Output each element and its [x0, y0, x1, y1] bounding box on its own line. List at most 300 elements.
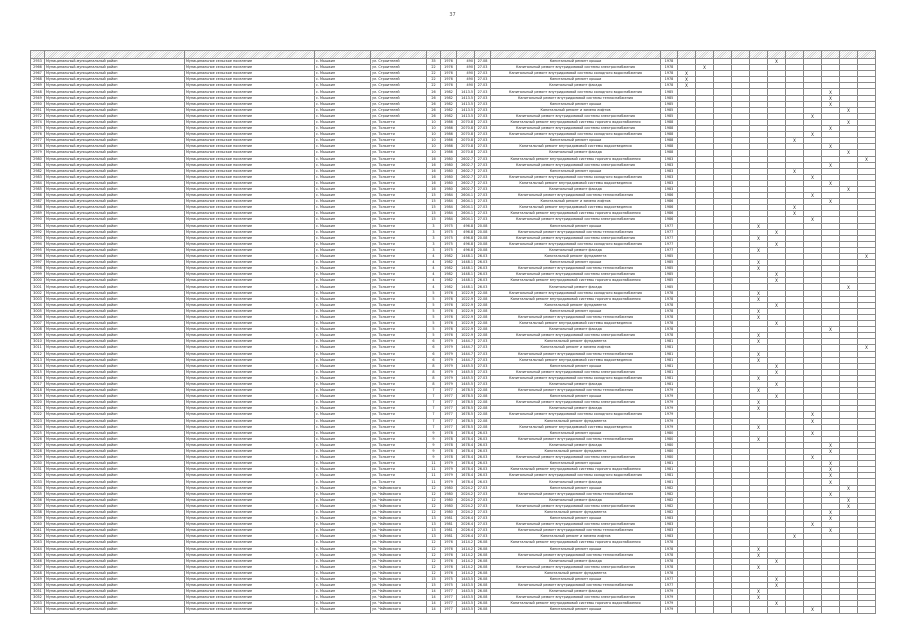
table-cell: 1414.2 — [457, 564, 475, 570]
table-cell: 1981 — [441, 522, 457, 528]
table-cell: с. Мышкин — [315, 247, 371, 253]
table-cell: Муниципальный-муниципальный район — [45, 217, 185, 223]
table-cell: Капитальный ремонт внутридомовой системы горячего водоснабжения — [491, 156, 661, 162]
table-cell: 1022.9 — [457, 327, 475, 333]
table-cell: 2997 — [31, 260, 45, 266]
table-cell: ул. Тольятти — [371, 308, 427, 314]
header-cell — [714, 51, 732, 59]
table-cell: 2602.7 — [457, 174, 475, 180]
table-cell: 1979 — [661, 607, 678, 613]
table-cell: с. Мышкин — [315, 144, 371, 150]
table-cell: Муниципальный-муниципальный район — [45, 223, 185, 229]
table-cell: Капитальный ремонт внутридомовой системы электроснабжения — [491, 455, 661, 461]
table-cell: 27.03 — [475, 101, 491, 107]
table-cell: 22.08 — [475, 424, 491, 430]
table-cell: 13 — [427, 528, 441, 534]
table-cell: Муниципальный-муниципальный район — [45, 479, 185, 485]
table-cell: ул. Тольятти — [371, 132, 427, 138]
table-cell: 2949 — [31, 95, 45, 101]
table-cell: Капитальный ремонт внутридомовой системы электроснабжения — [491, 217, 661, 223]
table-cell: Муниципальный-муниципальный район — [45, 272, 185, 278]
table-cell: ул. Чайковского — [371, 576, 427, 582]
table-cell: 3014 — [31, 363, 45, 369]
table-cell: Муниципальный-муниципальный район — [45, 412, 185, 418]
table-cell: Муниципальное сельское поселение — [185, 107, 315, 113]
table-cell: 27.03 — [475, 119, 491, 125]
table-cell-mark: X — [750, 290, 768, 296]
table-cell: с. Мышкин — [315, 119, 371, 125]
table-cell: 1980 — [441, 174, 457, 180]
table-cell: 26 — [427, 101, 441, 107]
table-cell: 3054 — [31, 607, 45, 613]
table-cell: 2999 — [31, 272, 45, 278]
table-cell-mark: X — [750, 436, 768, 442]
table-cell: Муниципальный-муниципальный район — [45, 302, 185, 308]
table-cell: 6 — [427, 345, 441, 351]
table-cell: с. Мышкин — [315, 266, 371, 272]
table-cell: Капитальный ремонт внутридомовой системы горячего водоснабжения — [491, 278, 661, 284]
table-cell: Муниципальное сельское поселение — [185, 186, 315, 192]
table-cell: 2070.8 — [457, 126, 475, 132]
table-cell: 2969 — [31, 83, 45, 89]
table-cell: 27.03 — [475, 193, 491, 199]
table-cell: Муниципальное сельское поселение — [185, 144, 315, 150]
table-cell: Муниципальное сельское поселение — [185, 394, 315, 400]
table-cell: ул. Чайковского — [371, 552, 427, 558]
table-cell: 1413.5 — [457, 113, 475, 119]
table-cell: Муниципальное сельское поселение — [185, 65, 315, 71]
table-cell: ул. Тольятти — [371, 278, 427, 284]
table-cell: Муниципальный-муниципальный район — [45, 333, 185, 339]
table-cell: Капитальный ремонт фасада — [491, 479, 661, 485]
table-cell: ул. Тольятти — [371, 296, 427, 302]
table-cell: Муниципальный-муниципальный район — [45, 351, 185, 357]
header-cell — [678, 51, 696, 59]
table-cell: Муниципальное сельское поселение — [185, 516, 315, 522]
table-cell: 11 — [427, 473, 441, 479]
table-cell: с. Мышкин — [315, 473, 371, 479]
table-cell: 1448.1 — [457, 278, 475, 284]
table-cell: 1975 — [441, 235, 457, 241]
table-cell: ул. Тольятти — [371, 199, 427, 205]
table-cell: 1443.5 — [457, 589, 475, 595]
table-cell: 3007 — [31, 321, 45, 327]
table-cell: Муниципальный-муниципальный район — [45, 150, 185, 156]
table-cell: Муниципальный-муниципальный район — [45, 339, 185, 345]
table-cell-mark: X — [840, 107, 858, 113]
table-cell: 3028 — [31, 449, 45, 455]
table-cell: 1980 — [661, 436, 678, 442]
table-cell: 4 — [427, 266, 441, 272]
table-cell: Муниципальный-муниципальный район — [45, 89, 185, 95]
table-cell: Муниципальное сельское поселение — [185, 156, 315, 162]
table-cell: 1979 — [661, 601, 678, 607]
table-cell: 2967 — [31, 71, 45, 77]
table-cell: 1982 — [441, 284, 457, 290]
table-cell: Муниципальное сельское поселение — [185, 351, 315, 357]
table-cell: Муниципальный-муниципальный район — [45, 247, 185, 253]
table-cell: 1444.7 — [457, 345, 475, 351]
table-cell: 3052 — [31, 595, 45, 601]
table-cell-mark: X — [786, 168, 804, 174]
table-cell: 1986 — [661, 193, 678, 199]
table-cell-mark: X — [822, 461, 840, 467]
table-cell: Муниципальное сельское поселение — [185, 467, 315, 473]
table-cell: 1982 — [441, 260, 457, 266]
table-cell: 1979 — [441, 351, 457, 357]
table-cell: с. Мышкин — [315, 308, 371, 314]
table-cell: Муниципальный-муниципальный район — [45, 449, 185, 455]
table-cell: 3047 — [31, 564, 45, 570]
table-cell: 1985 — [661, 254, 678, 260]
table-cell: 27.03 — [475, 186, 491, 192]
table-cell: 15 — [427, 199, 441, 205]
table-cell: 1983 — [661, 516, 678, 522]
table-cell: Муниципальное сельское поселение — [185, 247, 315, 253]
table-cell: 22.08 — [475, 321, 491, 327]
table-cell-mark: X — [768, 272, 786, 278]
table-cell: 2998 — [31, 266, 45, 272]
table-cell: 3046 — [31, 558, 45, 564]
table-cell: ул. Строителей — [371, 113, 427, 119]
table-cell-mark: X — [840, 485, 858, 491]
table-cell: ул. Чайковского — [371, 497, 427, 503]
table-cell: 16 — [427, 180, 441, 186]
table-cell: 8 — [427, 375, 441, 381]
table-cell: 1984 — [441, 193, 457, 199]
table-cell: Муниципальный-муниципальный район — [45, 321, 185, 327]
table-cell: Капитальный ремонт крыши — [491, 516, 661, 522]
table-cell: 1986 — [441, 126, 457, 132]
table-cell: 3 — [427, 247, 441, 253]
table-cell: Муниципальный-муниципальный район — [45, 522, 185, 528]
table-cell: Муниципальное сельское поселение — [185, 229, 315, 235]
table-cell: с. Мышкин — [315, 576, 371, 582]
table-cell: с. Мышкин — [315, 211, 371, 217]
table-cell: ул. Тольятти — [371, 394, 427, 400]
table-cell: с. Мышкин — [315, 321, 371, 327]
table-cell: ул. Строителей — [371, 83, 427, 89]
table-cell: Муниципальный-муниципальный район — [45, 430, 185, 436]
table-cell: 1980 — [661, 430, 678, 436]
table-cell: 2978 — [31, 144, 45, 150]
table-cell-mark — [822, 607, 840, 613]
table-cell: 1977 — [441, 424, 457, 430]
table-cell-mark — [840, 607, 858, 613]
table-cell: 27.03 — [475, 95, 491, 101]
table-cell: 13 — [427, 516, 441, 522]
table-cell-mark: X — [822, 180, 840, 186]
table-cell: 3017 — [31, 381, 45, 387]
table-cell: Муниципальное сельское поселение — [185, 333, 315, 339]
table-cell: 1986 — [661, 217, 678, 223]
table-cell-mark: X — [750, 595, 768, 601]
table-cell: 1979 — [441, 375, 457, 381]
table-cell: 1448.1 — [457, 272, 475, 278]
table-cell: Муниципальное сельское поселение — [185, 534, 315, 540]
table-cell: Муниципальный-муниципальный район — [45, 528, 185, 534]
table-cell: 11 — [427, 461, 441, 467]
table-cell: Капитальный ремонт внутридомовой системы электроснабжения — [491, 162, 661, 168]
table-cell: 27.03 — [475, 351, 491, 357]
table-cell: 15 — [427, 211, 441, 217]
table-cell: Муниципальный-муниципальный район — [45, 101, 185, 107]
table-cell: с. Мышкин — [315, 132, 371, 138]
table-cell: 1985 — [661, 101, 678, 107]
table-cell: 1678.4 — [457, 467, 475, 473]
table-cell: Капитальный ремонт внутридомовой системы электроснабжения — [491, 595, 661, 601]
table-cell: 1678.5 — [457, 394, 475, 400]
table-cell: с. Мышкин — [315, 290, 371, 296]
table-cell: Муниципальный-муниципальный район — [45, 424, 185, 430]
table-cell: 1980 — [661, 449, 678, 455]
table-cell: Муниципальное сельское поселение — [185, 509, 315, 515]
table-cell: 3 — [427, 241, 441, 247]
table-cell: с. Мышкин — [315, 589, 371, 595]
table-cell-mark: X — [858, 345, 876, 351]
table-cell: 1448.1 — [457, 266, 475, 272]
table-cell: 2974 — [31, 119, 45, 125]
header-cell — [858, 51, 876, 59]
table-cell: Муниципальное сельское поселение — [185, 388, 315, 394]
table-cell: 1975 — [441, 583, 457, 589]
table-cell: 1982 — [441, 254, 457, 260]
table-cell: 3026 — [31, 436, 45, 442]
table-cell: 1983 — [661, 186, 678, 192]
header-cell — [441, 51, 457, 59]
table-cell: 22.08 — [475, 302, 491, 308]
table-cell: Муниципальный-муниципальный район — [45, 308, 185, 314]
table-cell: 1985 — [661, 266, 678, 272]
table-cell: Капитальный ремонт и замена лифтов — [491, 199, 661, 205]
table-cell: Муниципальный-муниципальный район — [45, 570, 185, 576]
table-cell: с. Мышкин — [315, 442, 371, 448]
table-cell: ул. Тольятти — [371, 473, 427, 479]
table-cell: 2950 — [31, 101, 45, 107]
table-cell: 1981 — [661, 345, 678, 351]
table-cell-mark — [750, 607, 768, 613]
table-cell: ул. Тольятти — [371, 418, 427, 424]
table-cell: 1981 — [441, 534, 457, 540]
table-cell-mark: X — [822, 89, 840, 95]
table-cell: с. Мышкин — [315, 558, 371, 564]
table-cell-mark: X — [840, 497, 858, 503]
table-cell: Муниципальный-муниципальный район — [45, 193, 185, 199]
table-cell: с. Мышкин — [315, 217, 371, 223]
table-cell: ул. Тольятти — [371, 162, 427, 168]
table-cell: Капитальный ремонт внутридомовой системы теплоснабжения — [491, 266, 661, 272]
table-cell: 1979 — [441, 363, 457, 369]
table-cell: с. Мышкин — [315, 205, 371, 211]
header-cell — [696, 51, 714, 59]
table-cell: Муниципальное сельское поселение — [185, 71, 315, 77]
table-cell: 1977 — [441, 406, 457, 412]
table-cell-mark: X — [750, 351, 768, 357]
table-cell: 26.08 — [475, 607, 491, 613]
table-cell: 1986 — [661, 211, 678, 217]
table-cell: 26.08 — [475, 558, 491, 564]
table-cell: 1982 — [441, 101, 457, 107]
table-cell: 1979 — [661, 589, 678, 595]
table-cell: 1975 — [441, 229, 457, 235]
table-cell: 1983 — [661, 174, 678, 180]
table-cell: с. Мышкин — [315, 229, 371, 235]
header-cell — [45, 51, 185, 59]
table-cell: 26.08 — [475, 570, 491, 576]
table-cell-mark: X — [822, 516, 840, 522]
table-cell: 9 — [427, 430, 441, 436]
table-cell: 1980 — [441, 497, 457, 503]
table-cell-mark: X — [822, 162, 840, 168]
table-cell: Муниципальный-муниципальный район — [45, 168, 185, 174]
table-cell: 496.8 — [457, 223, 475, 229]
table-cell: ул. Чайковского — [371, 534, 427, 540]
table-cell: с. Мышкин — [315, 424, 371, 430]
table-cell: ул. Тольятти — [371, 375, 427, 381]
table-cell: 1983 — [661, 156, 678, 162]
table-cell: 1978 — [661, 65, 678, 71]
table-cell: 1443.5 — [457, 576, 475, 582]
table-cell: 3042 — [31, 534, 45, 540]
table-cell: 2988 — [31, 205, 45, 211]
table-cell: 16 — [427, 174, 441, 180]
table-cell: 20.08 — [475, 235, 491, 241]
table-cell: ул. Тольятти — [371, 284, 427, 290]
table-cell: 1445.5 — [457, 381, 475, 387]
table-cell: 22 — [427, 83, 441, 89]
table-cell: 1988 — [661, 119, 678, 125]
table-cell: Муниципальное сельское поселение — [185, 113, 315, 119]
table-cell: 4 — [427, 284, 441, 290]
table-cell: с. Мышкин — [315, 381, 371, 387]
table-cell: 1448.1 — [457, 284, 475, 290]
table-cell: ул. Тольятти — [371, 229, 427, 235]
table-cell: Муниципальное сельское поселение — [185, 455, 315, 461]
header-cell — [750, 51, 768, 59]
table-cell: ул. Тольятти — [371, 351, 427, 357]
table-cell: 20.08 — [475, 247, 491, 253]
table-cell: 1445.5 — [457, 369, 475, 375]
table-cell: 26.08 — [475, 546, 491, 552]
table-cell: с. Мышкин — [315, 156, 371, 162]
table-cell-mark: X — [804, 430, 822, 436]
table-cell: Муниципальное сельское поселение — [185, 424, 315, 430]
table-cell: 1443.5 — [457, 583, 475, 589]
table-cell: 3033 — [31, 479, 45, 485]
table-cell: 1445.5 — [457, 375, 475, 381]
table-cell: Муниципальный-муниципальный район — [45, 235, 185, 241]
table-cell: 26.08 — [475, 595, 491, 601]
table-cell: Капитальный ремонт внутридомовой системы водоотведения — [491, 357, 661, 363]
table-cell: с. Мышкин — [315, 516, 371, 522]
table-cell: с. Мышкин — [315, 400, 371, 406]
table-cell: 20.08 — [475, 241, 491, 247]
table-cell: 1977 — [661, 583, 678, 589]
table-cell: с. Мышкин — [315, 351, 371, 357]
table-cell: 1980 — [441, 180, 457, 186]
table-cell-mark — [768, 607, 786, 613]
table-cell: 1981 — [441, 516, 457, 522]
table-cell-mark: X — [840, 503, 858, 509]
table-cell: Муниципальное сельское поселение — [185, 345, 315, 351]
table-cell: 1443.5 — [457, 601, 475, 607]
table-cell: 26.03 — [475, 467, 491, 473]
table-cell: 7 — [427, 412, 441, 418]
table-cell: 1983 — [661, 528, 678, 534]
table-cell-mark: X — [768, 601, 786, 607]
table-cell: Капитальный ремонт крыши — [491, 101, 661, 107]
table-cell: 1979 — [661, 595, 678, 601]
table-cell: ул. Тольятти — [371, 254, 427, 260]
table-cell: ул. Чайковского — [371, 503, 427, 509]
table-cell: 1982 — [661, 509, 678, 515]
table-cell: 20.08 — [475, 229, 491, 235]
table-cell: 3 — [427, 223, 441, 229]
table-cell-mark: X — [750, 564, 768, 570]
table-cell: Капитальный ремонт фасада — [491, 558, 661, 564]
table-cell: 26.03 — [475, 278, 491, 284]
table-cell: ул. Тольятти — [371, 467, 427, 473]
table-cell: 1979 — [441, 467, 457, 473]
table-cell: 1979 — [441, 339, 457, 345]
table-cell: 26.03 — [475, 436, 491, 442]
table-cell: с. Мышкин — [315, 394, 371, 400]
table-cell: 27.03 — [475, 156, 491, 162]
table-cell: ул. Чайковского — [371, 589, 427, 595]
table-cell: 1986 — [441, 144, 457, 150]
table-cell-mark: X — [750, 339, 768, 345]
table-cell: 1981 — [661, 479, 678, 485]
table-cell: 1976 — [441, 558, 457, 564]
table-cell: 1985 — [661, 272, 678, 278]
table-cell: Муниципальный-муниципальный район — [45, 138, 185, 144]
table-cell: ул. Тольятти — [371, 449, 427, 455]
table-cell: Капитальный ремонт крыши — [491, 607, 661, 613]
table-cell: 1980 — [441, 156, 457, 162]
table-cell: 2024.2 — [457, 509, 475, 515]
table-cell: ул. Тольятти — [371, 369, 427, 375]
table-cell: Капитальный ремонт внутридомовой системы электроснабжения — [491, 400, 661, 406]
table-cell: 26.03 — [475, 461, 491, 467]
table-cell: 5 — [427, 333, 441, 339]
table-cell: Муниципальное сельское поселение — [185, 400, 315, 406]
table-cell: 26.08 — [475, 552, 491, 558]
table-cell: 2604.1 — [457, 199, 475, 205]
table-cell: 14 — [427, 589, 441, 595]
table-cell-mark: X — [822, 491, 840, 497]
table-cell: 27.03 — [475, 89, 491, 95]
table-cell: 1979 — [661, 394, 678, 400]
table-cell: Капитальный ремонт внутридомовой системы теплоснабжения — [491, 314, 661, 320]
table-cell: 1979 — [661, 406, 678, 412]
table-cell: 2070.8 — [457, 138, 475, 144]
table-cell: Муниципальный-муниципальный район — [45, 59, 185, 65]
table-cell: 27.03 — [475, 516, 491, 522]
table-cell: 1976 — [441, 308, 457, 314]
table-cell-mark: X — [750, 308, 768, 314]
table-cell: Муниципальное сельское поселение — [185, 150, 315, 156]
table-cell: Муниципальное сельское поселение — [185, 272, 315, 278]
table-cell: 3020 — [31, 400, 45, 406]
table-cell: Муниципальный-муниципальный район — [45, 442, 185, 448]
table-cell: 2070.8 — [457, 119, 475, 125]
table-cell: Муниципальный-муниципальный район — [45, 254, 185, 260]
table-cell: 2070.8 — [457, 150, 475, 156]
table-cell: 3051 — [31, 589, 45, 595]
table-cell: 2604.1 — [457, 193, 475, 199]
table-cell: 3002 — [31, 290, 45, 296]
table-cell: 27.03 — [475, 168, 491, 174]
